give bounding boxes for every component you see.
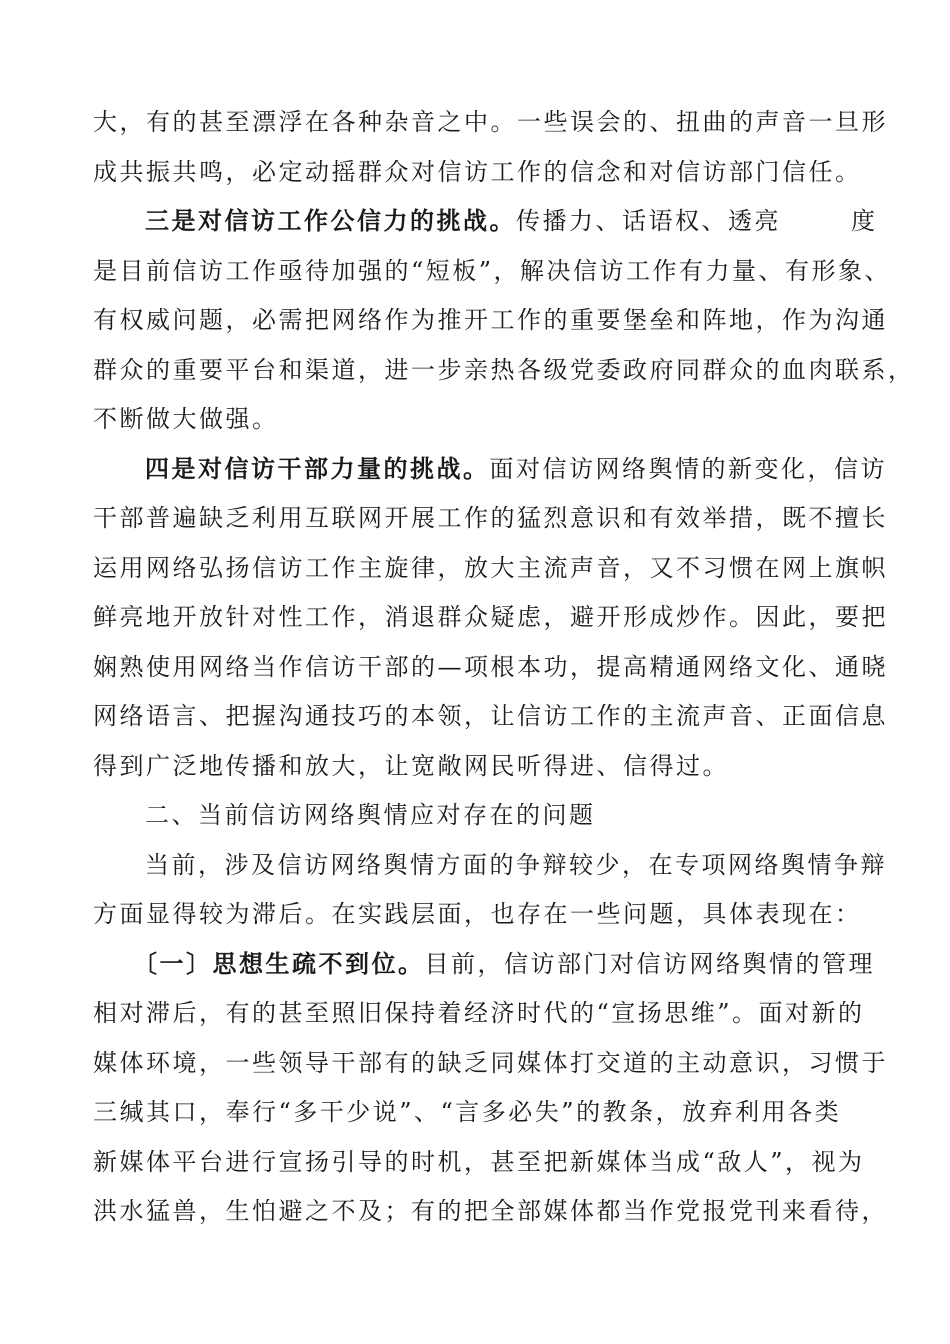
- text-line: 娴熟使用网络当作信访干部的—项根本功，提高精通网络文化、通晓: [93, 652, 888, 681]
- text-line: 成共振共鸣，必定动摇群众对信访工作的信念和对信访部门信任。: [93, 157, 862, 186]
- text-run: 度: [851, 207, 878, 235]
- text-line: 运用网络弘扬信访工作主旋律，放大主流声音，又不习惯在网上旗帜: [93, 553, 888, 582]
- text-line: 是目前信访工作亟待加强的“短板”，解决信访工作有力量、有形象、: [93, 256, 892, 285]
- text-line: [93, 445, 887, 495]
- text-line: 群众的重要平台和渠道，进一步亲热各级党委政府同群众的血肉联系，: [93, 355, 915, 384]
- section-heading-text: 二、当前信访网络舆情应对存在的问题: [145, 801, 596, 829]
- text-line: 鲜亮地开放针对性工作，消退群众疑虑，避开形成炒作。因此，要把: [93, 603, 888, 631]
- text-run: 传播力、话语权、透亮: [516, 207, 781, 235]
- text-line: 洪水猛兽，生怕避之不及；有的把全部媒体都当作党报党刊来看待，: [93, 1197, 888, 1225]
- paragraph-lead-bold: 〔一〕思想生疏不到位。: [133, 949, 425, 978]
- paragraph-lead-bold: 三是对信访工作公信力的挑战。: [145, 207, 516, 235]
- paragraph-cadre-challenge: [93, 445, 888, 792]
- document-body: [93, 98, 915, 1237]
- text-line: 有权威问题，必需把网络作为推开工作的重要堡垒和阵地，作为沟通: [93, 306, 888, 334]
- text-line: 三缄其口，奉行“多干少说”、“言多必失”的教条，放弃利用各类: [93, 1098, 842, 1126]
- paragraph-current-situation: [93, 841, 887, 940]
- text-line: 不断做大做强。: [93, 405, 279, 433]
- text-line: 方面显得较为滞后。在实践层面，也存在一些问题，具体表现在：: [93, 900, 862, 928]
- paragraph-lead-bold: 四是对信访干部力量的挑战。: [145, 454, 490, 483]
- text-line: 新媒体平台进行宣扬引导的时机，甚至把新媒体当成“敌人”，视为: [93, 1147, 865, 1176]
- text-line: 相对滞后，有的甚至照旧保持着经济时代的“宣扬思维”。面对新的: [93, 999, 865, 1027]
- text-run: 面对信访网络舆情的新变化，信访: [489, 454, 887, 483]
- text-line: [93, 197, 878, 247]
- text-line: 媒体环境，一些领导干部有的缺乏同媒体打交道的主动意识，习惯于: [93, 1048, 888, 1077]
- text-line: [93, 940, 875, 990]
- paragraph-credibility-challenge: [93, 197, 915, 445]
- text-line: 网络语言、把握沟通技巧的本领，让信访工作的主流声音、正面信息: [93, 702, 888, 730]
- text-line: 得到广泛地传播和放大，让宽敞网民听得进、信得过。: [93, 751, 729, 780]
- section-heading: [93, 791, 863, 841]
- paragraph-continuation: [93, 98, 888, 197]
- paragraph-thinking-awareness: [93, 940, 888, 1237]
- text-run: 目前，信访部门对信访网络舆情的管理: [424, 949, 875, 978]
- text-line: 大，有的甚至漂浮在各种杂音之中。一些误会的、扭曲的声音一旦形: [93, 108, 888, 136]
- text-line: 干部普遍缺乏利用互联网开展工作的猛烈意识和有效举措，既不擅长: [93, 504, 888, 532]
- text-line: 当前，涉及信访网络舆情方面的争辩较少，在专项网络舆情争辩: [145, 850, 887, 879]
